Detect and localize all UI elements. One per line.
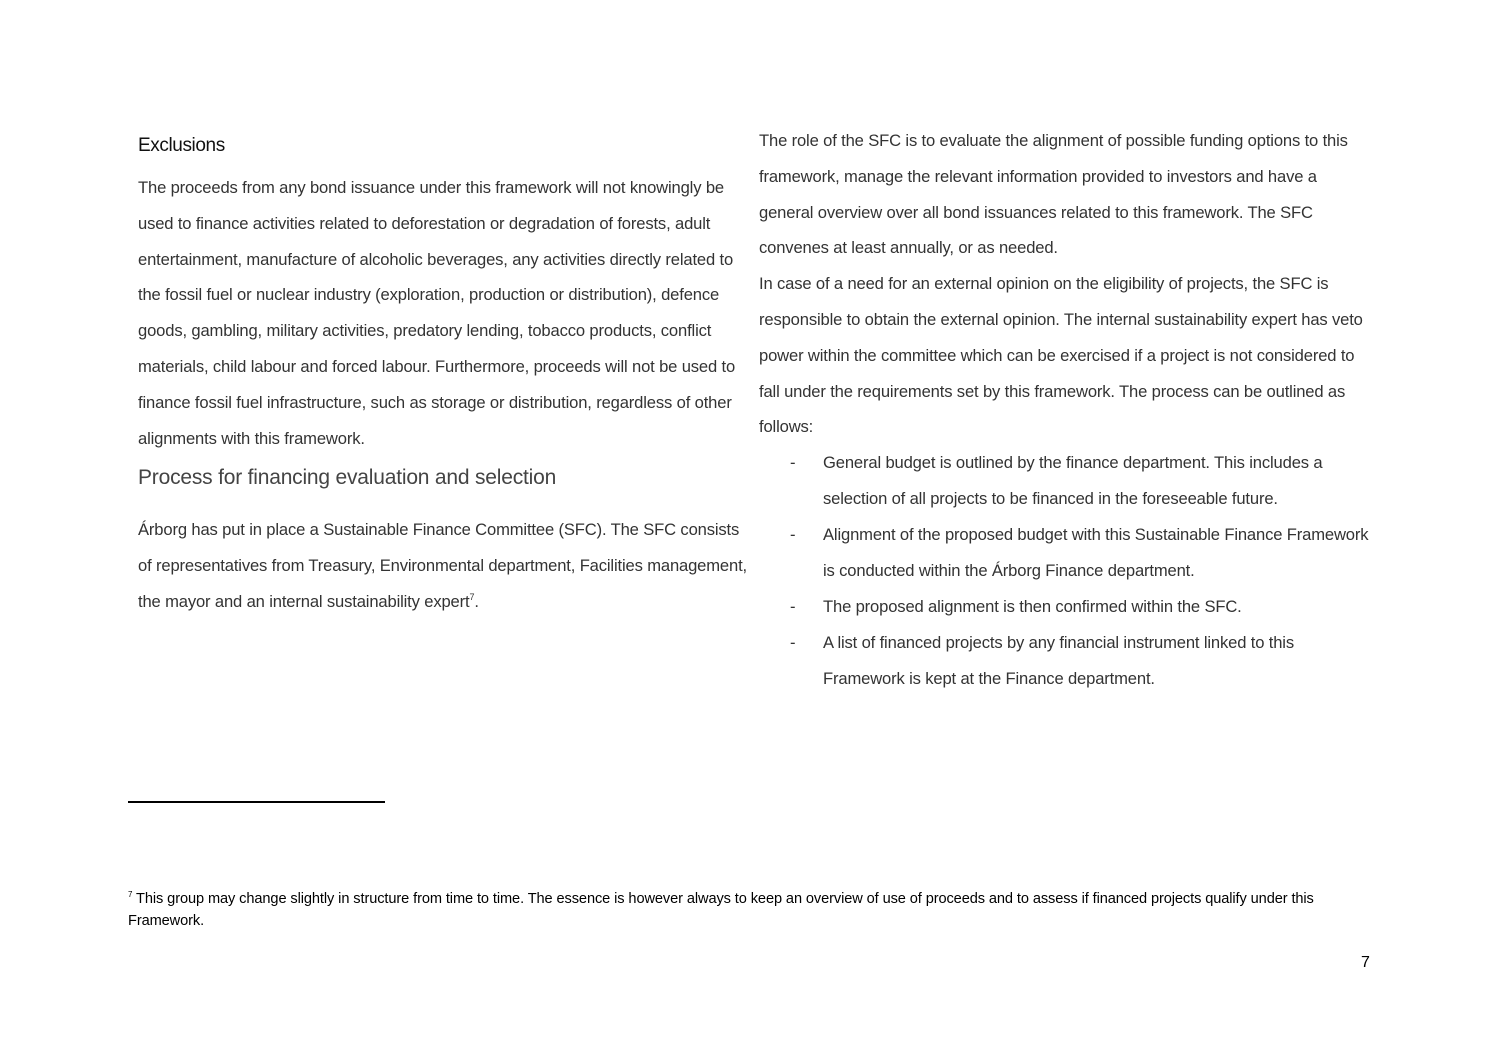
footnote-number: 7 [128, 890, 133, 899]
process-heading: Process for financing evaluation and selection [138, 466, 557, 490]
exclusions-heading: Exclusions [138, 135, 225, 156]
sfc-text-end: . [474, 591, 479, 611]
footnote-reference: 7 [469, 591, 475, 602]
list-item-text: The proposed alignment is then confirmed within the SFC. [823, 597, 1242, 617]
footnote-separator [128, 801, 385, 803]
footnote [128, 888, 1373, 932]
sfc-text: Árborg has put in place a Sustainable Finance Committee (SFC). The SFC consists of representatives from Treasury, Environmental department, Facilities management, the mayor and an internal sustainability expert [138, 520, 748, 611]
external-opinion-paragraph: In case of a need for an external opinion on the eligibility of projects, the SFC is responsible to obtain the external opinion. The internal sustainability expert has veto power within the committee which can be exercised if a project is not considered to fall under the requirements set by this framework. The process can be outlined as follows: [759, 274, 1363, 437]
bullet-dash: - [790, 633, 796, 653]
bullet-dash: - [790, 597, 796, 617]
process-steps-list [759, 445, 1369, 697]
list-item [759, 589, 1369, 625]
bullet-dash: - [790, 525, 796, 545]
left-column [138, 132, 750, 620]
right-column [759, 123, 1369, 697]
list-item-text: Alignment of the proposed budget with this Sustainable Finance Framework is conducted within the Árborg Finance department. [823, 525, 1369, 581]
sfc-paragraph [138, 512, 750, 619]
bullet-dash: - [790, 453, 796, 473]
exclusions-paragraph: The proceeds from any bond issuance under this framework will not knowingly be used to finance activities related to deforestation or degradation of forests, adult entertainment, manufacture of alcoholic beverages, any activities directly related to the fossil fuel or nuclear industry (exploration, production or distribution), defence goods, gambling, military activities, predatory lending, tobacco products, conflict materials, child labour and forced labour. Furthermore, proceeds will not be used to finance fossil fuel infrastructure, such as storage or distribution, regardless of other alignments with this framework. [138, 178, 736, 448]
sfc-role-paragraph: The role of the SFC is to evaluate the alignment of possible funding options to this framework, manage the relevant information provided to investors and have a general overview over all bond issuances related to this framework. The SFC convenes at least annually, or as needed. [759, 131, 1348, 258]
footnote-text: This group may change slightly in structure from time to time. The essence is however always to keep an overview of use of proceeds and to assess if financed projects qualify under this Framework. [128, 891, 1314, 929]
list-item-text: A list of financed projects by any financial instrument linked to this Framework is kept at the Finance department. [823, 633, 1294, 689]
page-number: 7 [1361, 954, 1370, 971]
list-item [759, 625, 1369, 697]
list-item-text: General budget is outlined by the finance department. This includes a selection of all projects to be financed in the foreseeable future. [823, 453, 1323, 509]
list-item [759, 517, 1369, 589]
list-item [759, 445, 1369, 517]
